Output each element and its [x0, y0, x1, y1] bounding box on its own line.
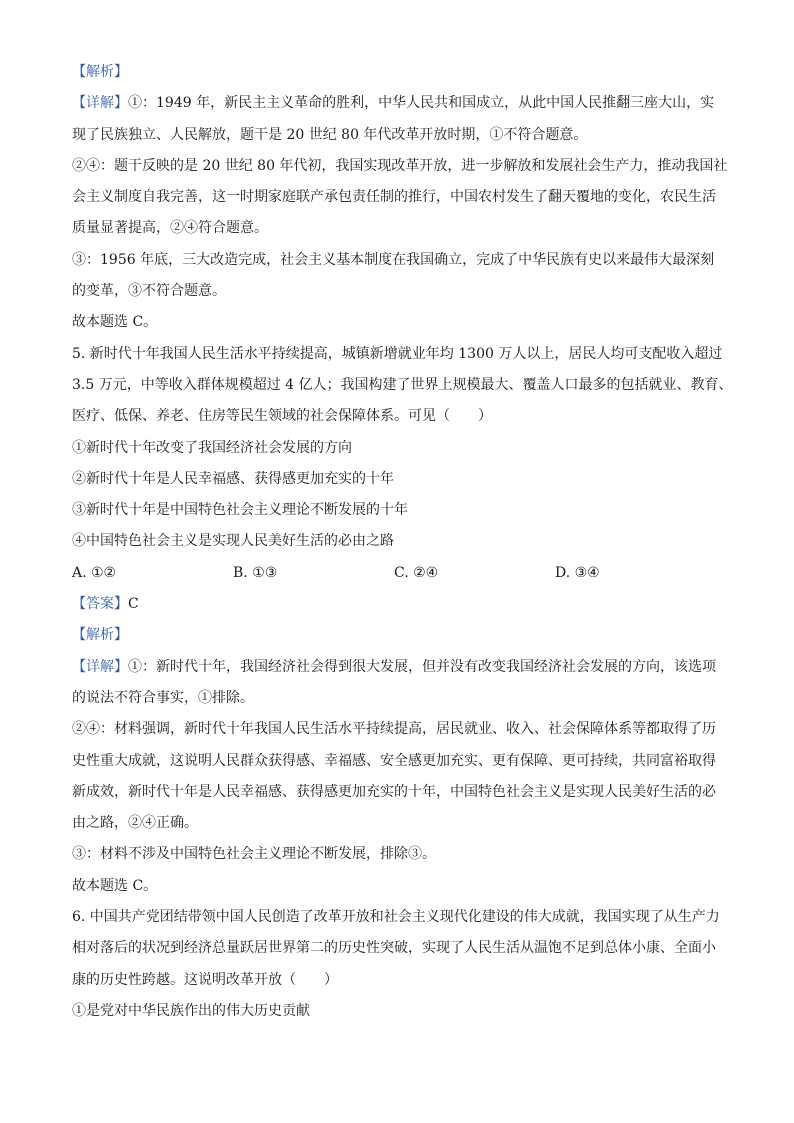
- text-line: 的说法不符合事实，①排除。: [72, 689, 254, 706]
- detail-paragraph-line: 【详解】①：新时代十年，我国经济社会得到很大发展，但并没有改变我国经济社会发展的方向，该选项: [72, 658, 716, 675]
- question-6-stem: 6. 中国共产党团结带领中国人民创造了改革开放和社会主义现代化建设的伟大成就，我国实现了从生产力: [72, 909, 720, 926]
- conclusion-line: 故本题选 C。: [72, 314, 158, 331]
- option-d: D. ③④: [555, 564, 600, 581]
- text-line: 新成效，新时代十年是人民幸福感、获得感更加充实的十年，中国特色社会主义是实现人民美好生活的必: [72, 783, 716, 800]
- text-line: 的变革，③不符合题意。: [72, 283, 226, 300]
- statement-item: ③新时代十年是中国特色社会主义理论不断发展的十年: [72, 502, 408, 519]
- text-line: ③：材料不涉及中国特色社会主义理论不断发展，排除③。: [72, 846, 436, 863]
- statement-item: ①新时代十年改变了我国经济社会发展的方向: [72, 439, 352, 456]
- detail-label: 【详解】: [72, 95, 128, 112]
- answer-label: 【答案】: [72, 596, 128, 613]
- option-b: B. ①③: [233, 564, 278, 581]
- question-5-stem: 3.5 万元，中等收入群体规模超过 4 亿人；我国构建了世界上规模最大、覆盖人口最多的包括就业、教育、: [72, 376, 733, 393]
- option-a: A. ①②: [72, 564, 117, 581]
- analysis-heading: 【解析】: [72, 627, 128, 644]
- answer-line: [72, 594, 732, 625]
- answer-options: [72, 563, 732, 594]
- text-line: ③：1956 年底，三大改造完成，社会主义基本制度在我国确立，完成了中华民族有史以来最伟大最深刻: [72, 251, 715, 268]
- text-line: ②④：材料强调，新时代十年我国人民生活水平持续提高，居民就业、收入、社会保障体系等都取得了历: [72, 721, 716, 738]
- option-c: C. ②④: [394, 564, 439, 581]
- detail-paragraph-line: 【详解】①：1949 年，新民主主义革命的胜利，中华人民共和国成立，从此中国人民推翻三座大山，实: [72, 95, 715, 112]
- detail-label: 【详解】: [72, 658, 128, 675]
- text-line: 由之路，②④正确。: [72, 815, 198, 832]
- statement-item: ②新时代十年是人民幸福感、获得感更加充实的十年: [72, 470, 394, 487]
- text-line: 质量显著提高，②④符合题意。: [72, 220, 268, 237]
- question-5-stem: 医疗、低保、养老、住房等民生领域的社会保障体系。可见（ ）: [72, 408, 492, 425]
- statement-item: ④中国特色社会主义是实现人民美好生活的必由之路: [72, 533, 394, 550]
- text-line: 现了民族独立、人民解放，题干是 20 世纪 80 年代改革开放时期，①不符合题意。: [72, 126, 588, 143]
- conclusion-line: 故本题选 C。: [72, 877, 158, 894]
- analysis-heading: 【解析】: [72, 64, 128, 80]
- text-line: 会主义制度自我完善，这一时期家庭联产承包责任制的推行，中国农村发生了翻天覆地的变化，农民生活: [72, 189, 716, 206]
- statement-item: ①是党对中华民族作出的伟大历史贡献: [72, 1002, 310, 1019]
- question-6-stem: 康的历史性跨越。这说明改革开放（ ）: [72, 971, 338, 988]
- question-5-stem: 5. 新时代十年我国人民生活水平持续提高，城镇新增就业年均 1300 万人以上，居民人均可支配收入超过: [72, 345, 723, 362]
- question-6-stem: 相对落后的状况到经济总量跃居世界第二的历史性突破，实现了人民生活从温饱不足到总体小康、全面小: [72, 940, 716, 957]
- document-page: [72, 62, 732, 1032]
- answer-value: C: [128, 596, 139, 613]
- text-line: 史性重大成就，这说明人民群众获得感、幸福感、安全感更加充实、更有保障、更可持续，共同富裕取得: [72, 752, 716, 769]
- text-line: ②④：题干反映的是 20 世纪 80 年代初，我国实现改革开放，进一步解放和发展社会生产力，推动我国社: [72, 157, 728, 174]
